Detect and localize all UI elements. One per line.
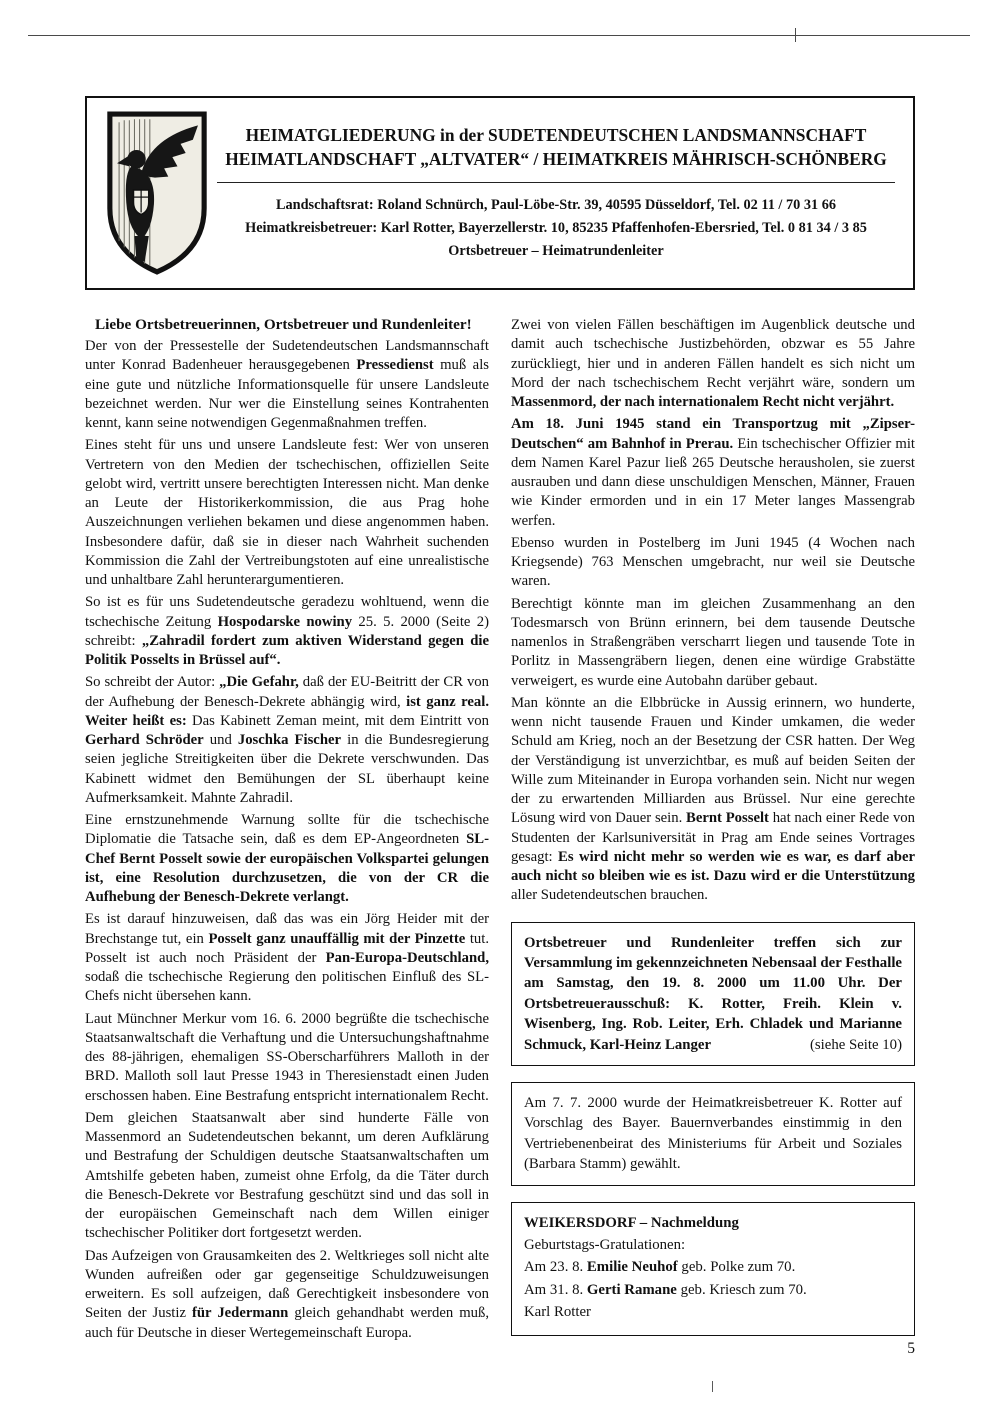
left-column-paragraphs <box>85 337 489 1343</box>
meeting-announcement-box <box>511 922 915 1066</box>
coat-of-arms <box>101 110 213 276</box>
paragraph: Ebenso wurden in Postelberg im Juni 1945 (4 Wochen nach Kriegsende) 763 Menschen umgebracht, nur weil sie Deutsche waren. <box>511 534 915 590</box>
paragraph: Laut Münchner Merkur vom 16. 6. 2000 begrüßte die tschechische Staatsanwaltschaft die Verhaftung und die Untersuchungshaftnahme des 88-jährigen, ehemaligen SS-Oberscharführers Malloth in der BRD. Malloth soll laut Presse 1943 in Theresienstadt einen Juden erschossen haben. Eine Bestrafung entspricht internationalem Recht. <box>85 1010 489 1104</box>
paragraph: Am 18. Juni 1945 stand ein Transportzug mit „Zipser-Deutschen“ am Bahnhof in Prerau. Ein tschechischer Offizier mit dem Namen Karel Pazur ließ 265 Deutsche herausholen, sie zuerst ausrauben und dann diese unschuldigen Menschen, Männer, Frauen wie Kinder ermorden und in ein 17 Meter langes Massengrab werfen. <box>511 416 915 529</box>
weikersdorf-lines <box>524 1235 902 1300</box>
paragraph: Zwei von vielen Fällen beschäftigen im Augenblick deutsche und damit auch tschechische Justizbehörden, obzwar es 55 Jahre zurückliegt, hier und in anderen Fällen handelt es sich nicht um Mord der nach tschechischem Recht verjährt wäre, sondern um Massenmord, der nach internationalem Recht nicht verjährt. <box>511 317 915 410</box>
paragraph: Am 31. 8. Gerti Ramane geb. Kriesch zum 70. <box>524 1281 807 1298</box>
masthead-divider <box>217 182 895 183</box>
paragraph: Am 23. 8. Emilie Neuhof geb. Polke zum 70. <box>524 1259 796 1276</box>
paragraph: Eine ernstzunehmende Warnung sollte für die tschechische Diplomatie die Tatsache sein, daß es dem EP-Angeordneten SL-Chef Bernt Posselt sowie der europäischen Volkspartei gelungen ist, eine Resolution durchzusetzen, die von der CR die Aufhebung der Benesch-Dekrete verlangt. <box>85 812 489 905</box>
paragraph: Geburtstags-Gratulationen: <box>524 1236 686 1253</box>
article-heading: Liebe Ortsbetreuerinnen, Ortsbetreuer und Rundenleiter! <box>95 316 472 333</box>
paragraph: Es ist darauf hinzuweisen, daß das was ein Jörg Heider mit der Brechstange tut, ein Posselt ganz unauffällig mit der Pinzette tut. Posselt ist auch noch Präsident der Pan-Europa-Deutschland, sodaß die tschechische Regierung den politischen Einfluß des SL-Chefs nicht übersehen kann. <box>85 911 489 1005</box>
weikersdorf-signature: Karl Rotter <box>524 1304 591 1321</box>
coat-of-arms-image <box>105 110 209 276</box>
meeting-page-reference: (siehe Seite 10) <box>809 1036 902 1053</box>
registration-line <box>28 35 970 36</box>
paragraph: Eines steht für uns und unsere Landsleute fest: Wer von unseren Vertretern von den Medien der tschechischen, offiziellen Seite gelobt wird, vertritt unsere berechtigten Interessen nicht. Man denke an Leute der Historikerkommission, die aus Prag hohe Auszeichnungen verliehen bekamen und diese angenommen haben. Insbesondere dafür, daß sie in dieser nach Wahrheit suchenden Kommission die Zahl der Vertreibungstoten auf eine unrealistische und unhaltbare Zahl herunterargumentieren. <box>85 437 489 588</box>
masthead-box <box>85 96 915 290</box>
right-column <box>511 316 915 1346</box>
appointment-notice-box <box>511 1082 915 1186</box>
meeting-announcement-text <box>524 933 902 1055</box>
registration-mark-top <box>795 28 796 42</box>
masthead-contact-line3: Ortsbetreuer – Heimatrundenleiter <box>448 243 664 260</box>
right-column-paragraphs <box>511 316 915 906</box>
page-number: 5 <box>907 1340 915 1357</box>
paragraph: Man könnte an die Elbbrücke in Aussig erinnern, wo hunderte, wenn nicht tausende Frauen und Kinder umkamen, die weder Schuld am Krieg, noch an der Besetzung der CSR hatten. Der Weg der Verständigung ist unverzichtbar, es muß auf beiden Seiten der Wille zum Miteinander in Europa vorhanden sein. Nicht nur wegen der zu erwartenden Milliarden aus Brüssel. Nur eine gerechte Lösung wird von Dauer sein. Bernt Posselt hat nach einer Rede von Studenten der Karlsuniversität in Prag am Ende seines Vortrages gesagt: Es wird nicht mehr so werden wie es war, es darf aber auch nicht so bleiben wie es ist. Dazu wird er die Unterstützung aller Sudetendeutschen brauchen. <box>511 694 915 904</box>
masthead-contact-line1: Landschaftsrat: Roland Schnürch, Paul-Löbe-Str. 39, 40595 Düsseldorf, Tel. 02 11 / 70 31 66 <box>275 196 837 213</box>
article-columns <box>85 316 915 1346</box>
paragraph: Der von der Pressestelle der Sudetendeutschen Landsmannschaft unter Konrad Badenheuer herausgegebenen Pressedienst muß als eine gute und nützliche Informationsquelle für unsere Landsleute bezeichnet werden. Nur wer die Einstellung seines Kontrahenten kennt, kann seine notwendigen Gegenmaßnahmen treffen. <box>85 338 489 431</box>
paragraph: So schreibt der Autor: „Die Gefahr, daß der EU-Beitritt der CR von der Aufhebung der Benesch-Dekrete abhängig wird, ist ganz real. Weiter heißt es: Das Kabinett Zeman meint, mit dem Eintritt von Gerhard Schröder und Joschka Fischer in die Bundesregierung seien jegliche Streitigkeiten über die Dekrete verschwunden. Das Kabinett widmet den Bemühungen der SL überhaupt keine Aufmerksamkeit. Mahnte Zahradil. <box>85 674 489 806</box>
masthead-text <box>213 123 899 264</box>
masthead-title-line1: HEIMATGLIEDERUNG in der SUDETENDEUTSCHEN LANDSMANNSCHAFT <box>245 124 867 145</box>
appointment-notice-text: Am 7. 7. 2000 wurde der Heimatkreisbetreuer K. Rotter auf Vorschlag des Bayer. Bauernverbandes einstimmig in den Vertriebenenbeirat des Ministeriums für Arbeit und Soziales (Barbara Stamm) gewählt. <box>524 1094 902 1173</box>
weikersdorf-title: WEIKERSDORF – Nachmeldung <box>524 1214 739 1231</box>
paragraph: Dem gleichen Staatsanwalt aber sind hunderte Fälle von Massenmord an Sudetendeutschen bekannt, um deren Aufklärung und Bestrafung der Schuldigen deutsche Staatsanwaltschaften um Amtshilfe gebeten haben, zumeist ohne Erfolg, da die Täter durch die Benesch-Dekrete vor Bestrafung geschützt sind und das soll in der europäischen Gemeinschaft nach dem Willen einiger tschechischer Politiker dort fortgesetzt werden. <box>85 1109 489 1242</box>
page-content <box>85 96 915 1346</box>
masthead-title-line2: HEIMATLANDSCHAFT „ALTVATER“ / HEIMATKREIS MÄHRISCH-SCHÖNBERG <box>225 148 887 169</box>
meeting-text: Ortsbetreuer und Rundenleiter treffen sich zur Versammlung im gekennzeichneten Nebensaal der Festhalle am Samstag, den 19. 8. 2000 um 11.00 Uhr. Der Ortsbetreuerausschuß: K. Rotter, Freih. Klein v. Wisenberg, Ing. Rob. Leiter, Erh. Chladek und Marianne Schmuck, Karl-Heinz Langer <box>524 934 902 1053</box>
paragraph: So ist es für uns Sudetendeutsche geradezu wohltuend, wenn die tschechische Zeitung Hospodarske nowiny 25. 5. 2000 (Seite 2) schreibt: „Zahradil fordert zum aktiven Widerstand gegen die Politik Posselts in Brüssel auf“. <box>85 594 490 668</box>
left-column <box>85 316 489 1346</box>
paragraph: Das Aufzeigen von Grausamkeiten des 2. Weltkrieges soll nicht alte Wunden aufreißen oder gar gegenseitige Schuldzuweisungen erweitern. Es soll aufzeigen, daß Gerechtigkeit insbesondere von Seiten der Justiz für Jedermann gleich gehandhabt werden muß, auch für Deutsche in dieser Wertegemeinschaft Europa. <box>85 1247 489 1341</box>
weikersdorf-box <box>511 1202 915 1336</box>
masthead-contact-line2: Heimatkreisbetreuer: Karl Rotter, Bayerzellerstr. 10, 85235 Pfaffenhofen-Ebersried, Tel. 0 81 34 / 3 85 <box>245 219 867 236</box>
paragraph: Berechtigt könnte man im gleichen Zusammenhang an den Todesmarsch von Brünn erinnern, bei dem tausende Deutsche namenlos in Straßengräben verscharrt liegen und tausende Tote in Porlitz in Massengräbern liegen, denen eine würdige Grabstätte verweigert, es wurde eine Autobahn darüber gebaut. <box>511 595 915 689</box>
registration-mark-bottom <box>712 1381 713 1392</box>
